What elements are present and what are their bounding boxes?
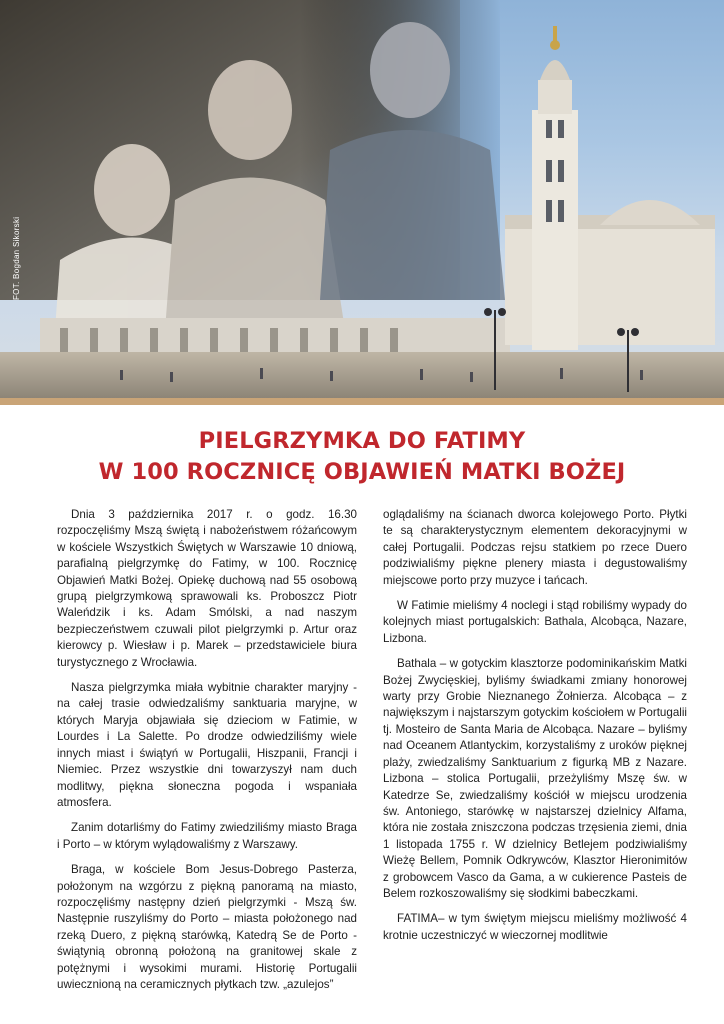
header-photo [0, 0, 724, 398]
photo-credit: FOT. Bogdan Sikorski [12, 216, 21, 300]
paragraph: W Fatimie mieliśmy 4 noclegi i stąd robiliśmy wypady do kolejnych miast portugalskich: Bathala, Alcobąca, Nazare, Lizbona. [383, 599, 687, 645]
paragraph: oglądaliśmy na ścianach dworca kolejowego Porto. Płytki te są charakterystycznym elementem dekoracyjnymi w całej Portugalii. Podczas rejsu statkiem po rzece Duero podziwialiśmy piękne plenery miasta i degustowaliśmy miejscowe porto przy muzyce i tańcach. [383, 508, 687, 587]
paragraph: Dnia 3 października 2017 r. o godz. 16.30 rozpoczęliśmy Mszą świętą i nabożeństwem różańcowym w kościele Wszystkich Świętych w Warszawie 10 dniową, parafialną pielgrzymkę do Fatimy, w 100. Rocznicę Objawień Matki Bożej. Opiekę duchową nad 55 osobową grupą pielgrzymkową sprawowali ks. Proboszcz Piotr Waleńdzik i ks. Adam Smólski, a nad naszym bezpieczeństwem czuwali pilot pielgrzymki p. Artur oraz kierowcy p. Wiesław i p. Marek – przedstawiciele biura turystycznego z Wrocławia. [57, 508, 357, 669]
header-divider [0, 398, 724, 405]
paragraph: Nasza pielgrzymka miała wybitnie charakter maryjny - na całej trasie odwiedzaliśmy sanktuaria maryjne, w których Maryja objawiała się dzieciom w Fatimie, w Lourdes i La Salette. Po drodze odwiedziliśmy wiele innych miast i świątyń w Portugalii, Hiszpanii, Francji i Niemiec. Przez wszystkie dni towarzyszył nam duch modlitwy, piękna słoneczna pogoda i wspaniała atmosfera. [57, 681, 357, 809]
title-line-2: W 100 ROCZNICĘ OBJAWIEŃ MATKI BOŻEJ [98, 459, 626, 485]
paragraph: Bathala – w gotyckim klasztorze podominikańskim Matki Bożej Zwycięskiej, byliśmy świadkami zmiany honorowej warty przy Grobie Nieznanego Żołnierza. Alcobąca – z największym i najstarszym gotyckim kościołem w Portugalii tj. Mosteiro de Santa Maria de Alcobąca. Nazare – byliśmy nad Oceanem Atlantyckim, korzystaliśmy z uroków pięknej plaży, zwiedzaliśmy Sanktuarium z figurką MB z Nazare. Lizbona – stolica Portugalii, przeżyliśmy Mszę św. w Katedrze Se, zwiedzaliśmy kościół w miejscu urodzenia św. Antoniego, starówkę w najstarszej dzielnicy Alfama, która nie została zniszczona podczas trzęsienia ziemi, dnia 1 listopada 1755 r. W dzielnicy Betlejem podziwialiśmy Wieżę Bellem, Pomnik Odkrywców, Klasztor Hieronimitów z grobowcem Vasco da Gama, a w cukierence Pasteis de Belem rozkoszowaliśmy się słodkimi babeczkami. [383, 657, 687, 900]
left-column [57, 507, 357, 1002]
paragraph: Braga, w kościele Bom Jesus-Dobrego Pasterza, położonym na wzgórzu z piękną panoramą na miasto, rozpoczęliśmy następny dzień pielgrzymki - Mszą św. Następnie ruszyliśmy do Porto – miasta położonego nad rzeką Duero, z piękną starówką, Katedrą Se de Porto - świątynią obronną położoną na granitowej skale z potężnymi i wysokimi murami. Historię Portugalii uwiecznioną na ceramicznych płytkach tzw. „azulejos” [57, 863, 357, 991]
fatima-basilica-collage-illustration [0, 0, 724, 398]
right-column [383, 507, 687, 953]
paragraph: FATIMA– w tym świętym miejscu mieliśmy możliwość 4 krotnie uczestniczyć w wieczornej modlitwie [383, 912, 687, 942]
article-title [0, 426, 724, 488]
paragraph: Zanim dotarliśmy do Fatimy zwiedziliśmy miasto Braga i Porto – w którym wylądowaliśmy z Warszawy. [57, 821, 357, 851]
title-line-1: PIELGRZYMKA DO FATIMY [198, 428, 526, 454]
